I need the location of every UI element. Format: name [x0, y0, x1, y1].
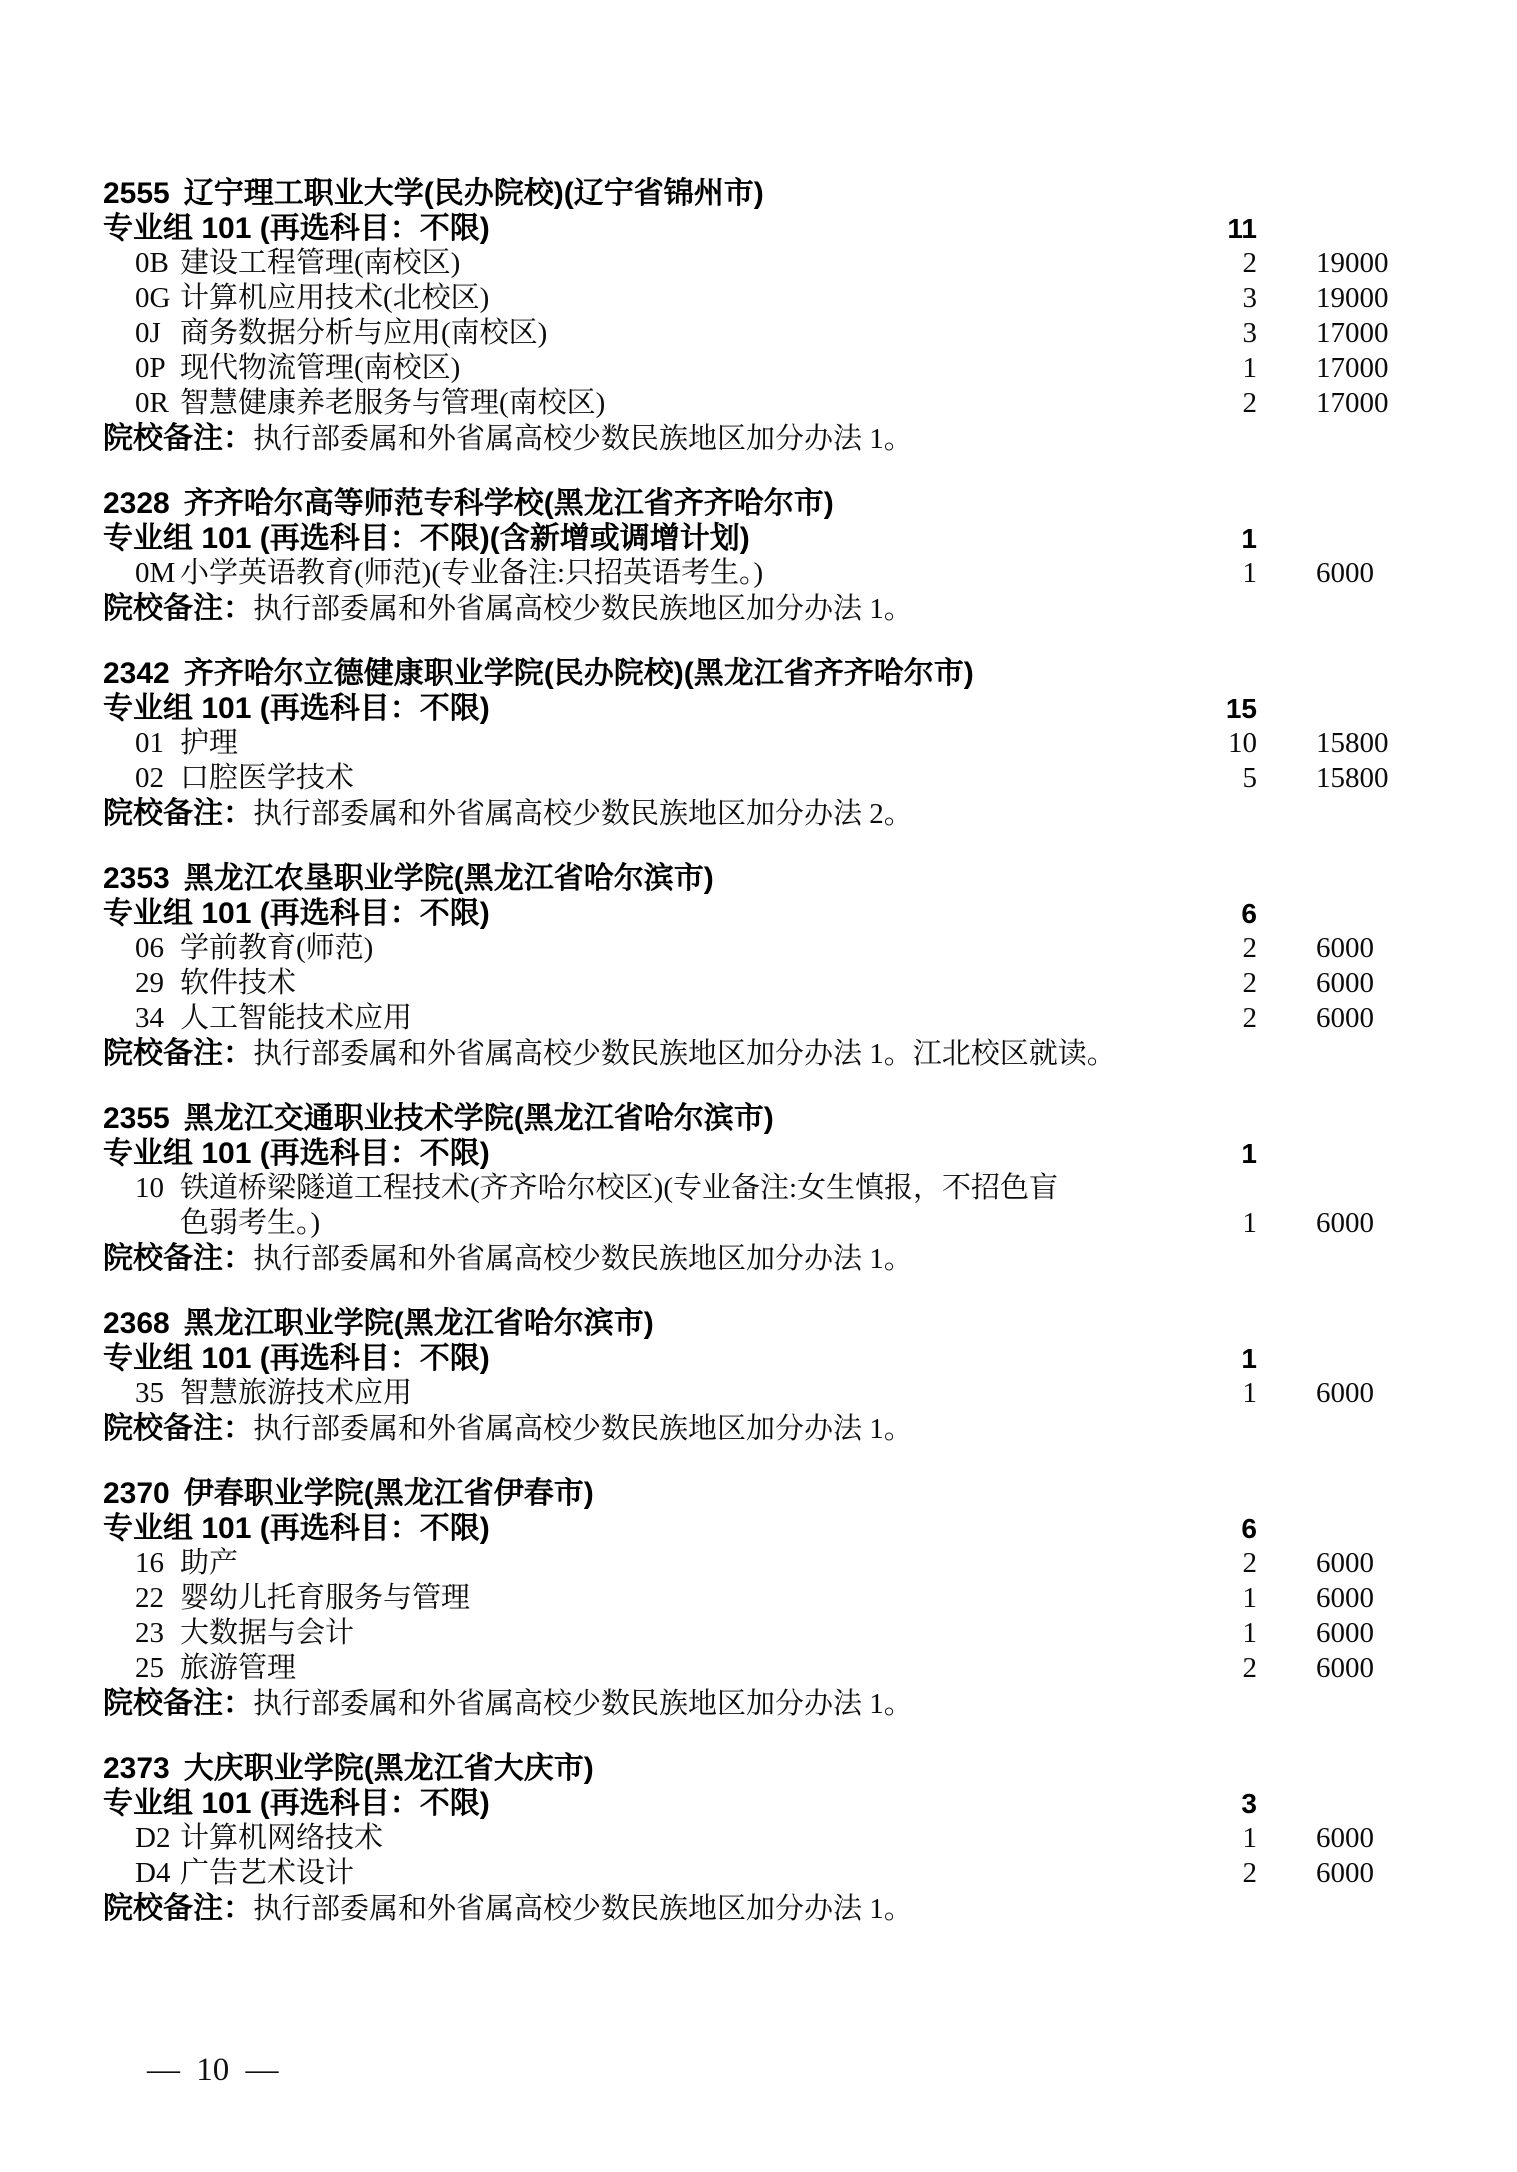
major-count-empty	[1097, 1171, 1257, 1206]
major-fee: 6000	[1316, 1822, 1374, 1854]
major-code: D2	[135, 1822, 171, 1854]
note-label: 院校备注：	[103, 797, 253, 830]
column-gap	[1257, 386, 1316, 421]
institution-code: 2342	[103, 657, 170, 690]
column-gap	[1257, 246, 1316, 281]
column-gap	[1257, 1376, 1316, 1411]
major-name: 色弱考生。)	[180, 1207, 321, 1239]
institution-section-2355	[103, 1101, 1406, 1276]
major-code: 35	[135, 1377, 164, 1409]
major-fee: 15800	[1316, 762, 1389, 794]
column-gap	[1257, 211, 1316, 246]
column-gap	[1257, 896, 1316, 931]
major-count: 3	[1242, 282, 1257, 314]
institution-name: 黑龙江农垦职业学院(黑龙江省哈尔滨市)	[183, 862, 714, 895]
group-fee-empty	[1316, 1786, 1406, 1821]
institution-name: 大庆职业学院(黑龙江省大庆市)	[183, 1752, 594, 1785]
major-name: 铁道桥梁隧道工程技术(齐齐哈尔校区)(专业备注:女生慎报，不招色盲	[180, 1172, 1059, 1204]
major-fee: 6000	[1316, 967, 1374, 999]
note-row	[103, 1686, 1406, 1721]
major-fee: 6000	[1316, 1002, 1374, 1034]
column-gap	[1257, 691, 1316, 726]
major-count: 10	[1228, 727, 1257, 759]
note-row	[103, 1411, 1406, 1446]
note-label: 院校备注：	[103, 1412, 253, 1445]
major-row	[103, 726, 1406, 761]
major-name: 计算机网络技术	[180, 1822, 384, 1854]
institution-code: 2370	[103, 1477, 170, 1510]
group-row	[103, 1511, 1406, 1546]
column-gap	[1257, 761, 1316, 796]
note-row	[103, 1891, 1406, 1926]
major-text	[135, 1546, 1097, 1581]
major-code: 06	[135, 932, 164, 964]
group-row	[103, 691, 1406, 726]
column-gap	[1257, 726, 1316, 761]
major-count: 1	[1242, 1617, 1257, 1649]
column-gap	[1257, 1616, 1316, 1651]
note-label: 院校备注：	[103, 1892, 253, 1925]
note-row	[103, 796, 1406, 831]
major-text	[135, 246, 1097, 281]
note-text: 执行部委属和外省属高校少数民族地区加分办法 2。	[253, 798, 913, 830]
major-row	[103, 1581, 1406, 1616]
institution-section-2373	[103, 1751, 1406, 1926]
major-count: 3	[1242, 317, 1257, 349]
group-fee-empty	[1316, 521, 1406, 556]
major-code: 10	[135, 1172, 164, 1204]
major-name: 旅游管理	[180, 1652, 297, 1684]
major-count: 2	[1242, 387, 1257, 419]
group-row	[103, 1786, 1406, 1821]
major-count: 1	[1242, 1207, 1257, 1239]
group-label: 专业组 101 (再选科目：不限)	[103, 1342, 490, 1375]
major-text	[135, 1616, 1097, 1651]
column-gap	[1257, 351, 1316, 386]
major-code: 0R	[135, 387, 169, 419]
major-name: 计算机应用技术(北校区)	[180, 282, 490, 314]
major-code: 0J	[135, 317, 161, 349]
major-row	[103, 931, 1406, 966]
institution-code: 2373	[103, 1752, 170, 1785]
major-text	[135, 1581, 1097, 1616]
note-text: 执行部委属和外省属高校少数民族地区加分办法 1。	[253, 1243, 913, 1275]
major-fee: 6000	[1316, 1617, 1374, 1649]
institution-code: 2353	[103, 862, 170, 895]
major-row	[103, 351, 1406, 386]
institution-code: 2368	[103, 1307, 170, 1340]
column-gap	[1257, 316, 1316, 351]
institution-title	[103, 1101, 1406, 1136]
major-count: 1	[1242, 557, 1257, 589]
major-count: 2	[1242, 967, 1257, 999]
group-fee-empty	[1316, 1136, 1406, 1171]
major-name: 护理	[180, 727, 239, 759]
group-count: 6	[1241, 898, 1257, 929]
major-fee: 17000	[1316, 317, 1389, 349]
major-fee: 17000	[1316, 387, 1389, 419]
major-code: 0G	[135, 282, 171, 314]
group-row	[103, 1341, 1406, 1376]
major-row-line2	[103, 1206, 1406, 1241]
note-row	[103, 591, 1406, 626]
note-row	[103, 1241, 1406, 1276]
major-fee: 6000	[1316, 1582, 1374, 1614]
group-row	[103, 1136, 1406, 1171]
major-text	[135, 1856, 1097, 1891]
group-row	[103, 211, 1406, 246]
column-gap	[1257, 966, 1316, 1001]
major-fee: 17000	[1316, 352, 1389, 384]
group-count: 1	[1241, 523, 1257, 554]
major-name: 智慧健康养老服务与管理(南校区)	[180, 387, 606, 419]
major-count: 1	[1242, 1822, 1257, 1854]
group-label: 专业组 101 (再选科目：不限)	[103, 212, 490, 245]
group-label: 专业组 101 (再选科目：不限)	[103, 1512, 490, 1545]
institution-title	[103, 486, 1406, 521]
column-gap	[1257, 1821, 1316, 1856]
institution-name: 黑龙江交通职业技术学院(黑龙江省哈尔滨市)	[183, 1102, 774, 1135]
major-name: 商务数据分析与应用(南校区)	[180, 317, 548, 349]
major-text	[135, 386, 1097, 421]
major-code: 0M	[135, 557, 176, 589]
institution-section-2353	[103, 861, 1406, 1071]
institution-name: 齐齐哈尔立德健康职业学院(民办院校)(黑龙江省齐齐哈尔市)	[183, 657, 974, 690]
column-gap	[1257, 521, 1316, 556]
institution-section-2555	[103, 176, 1406, 456]
note-text: 执行部委属和外省属高校少数民族地区加分办法 1。	[253, 1893, 913, 1925]
major-fee: 6000	[1316, 1207, 1374, 1239]
major-code: 23	[135, 1617, 164, 1649]
major-row	[103, 386, 1406, 421]
major-count: 5	[1242, 762, 1257, 794]
group-fee-empty	[1316, 691, 1406, 726]
column-gap	[1257, 556, 1316, 591]
column-gap	[1257, 1786, 1316, 1821]
institution-section-2342	[103, 656, 1406, 831]
major-code: 29	[135, 967, 164, 999]
major-code: 22	[135, 1582, 164, 1614]
group-fee-empty	[1316, 211, 1406, 246]
major-fee: 15800	[1316, 727, 1389, 759]
group-count: 1	[1241, 1343, 1257, 1374]
major-code: 0B	[135, 247, 169, 279]
note-row	[103, 1036, 1406, 1071]
institution-title	[103, 1476, 1406, 1511]
major-name: 学前教育(师范)	[180, 932, 374, 964]
major-text	[135, 1206, 1097, 1241]
institution-code: 2355	[103, 1102, 170, 1135]
group-row	[103, 896, 1406, 931]
note-row	[103, 421, 1406, 456]
major-text	[135, 1376, 1097, 1411]
major-fee: 6000	[1316, 1857, 1374, 1889]
major-row	[103, 1546, 1406, 1581]
major-row	[103, 281, 1406, 316]
column-gap	[1257, 281, 1316, 316]
column-gap	[1257, 1171, 1316, 1206]
major-count: 2	[1242, 932, 1257, 964]
note-text: 执行部委属和外省属高校少数民族地区加分办法 1。江北校区就读。	[253, 1038, 1116, 1070]
major-count: 2	[1242, 1857, 1257, 1889]
column-gap	[1257, 1341, 1316, 1376]
institution-name: 伊春职业学院(黑龙江省伊春市)	[183, 1477, 594, 1510]
major-text	[135, 931, 1097, 966]
major-row	[103, 966, 1406, 1001]
column-gap	[1257, 1136, 1316, 1171]
institution-code: 2328	[103, 487, 170, 520]
major-name: 婴幼儿托育服务与管理	[180, 1582, 471, 1614]
major-row	[103, 316, 1406, 351]
page-number: — 10 —	[147, 2052, 279, 2088]
note-label: 院校备注：	[103, 592, 253, 625]
major-text	[135, 281, 1097, 316]
major-fee: 6000	[1316, 557, 1374, 589]
major-count: 1	[1242, 352, 1257, 384]
institution-title	[103, 176, 1406, 211]
major-text	[135, 351, 1097, 386]
major-name: 小学英语教育(师范)(专业备注:只招英语考生。)	[180, 557, 764, 589]
major-count: 1	[1242, 1582, 1257, 1614]
major-text	[135, 726, 1097, 761]
institution-title	[103, 1306, 1406, 1341]
group-label: 专业组 101 (再选科目：不限)	[103, 1137, 490, 1170]
group-fee-empty	[1316, 1511, 1406, 1546]
major-name: 人工智能技术应用	[180, 1002, 413, 1034]
major-row	[103, 761, 1406, 796]
institution-name: 黑龙江职业学院(黑龙江省哈尔滨市)	[183, 1307, 654, 1340]
major-fee: 19000	[1316, 282, 1389, 314]
major-row	[103, 246, 1406, 281]
major-code: 02	[135, 762, 164, 794]
major-text	[135, 1171, 1097, 1206]
major-text	[135, 966, 1097, 1001]
major-text	[135, 1001, 1097, 1036]
column-gap	[1257, 931, 1316, 966]
major-row	[103, 1651, 1406, 1686]
major-name: 现代物流管理(南校区)	[180, 352, 461, 384]
major-name: 助产	[180, 1547, 239, 1579]
column-gap	[1257, 1581, 1316, 1616]
institution-title	[103, 656, 1406, 691]
major-name: 软件技术	[180, 967, 297, 999]
note-label: 院校备注：	[103, 1037, 253, 1070]
major-fee: 6000	[1316, 932, 1374, 964]
major-fee-empty	[1316, 1171, 1406, 1206]
column-gap	[1257, 1001, 1316, 1036]
column-gap	[1257, 1206, 1316, 1241]
group-count: 11	[1227, 213, 1257, 244]
group-count: 1	[1241, 1138, 1257, 1169]
major-name: 广告艺术设计	[180, 1857, 355, 1889]
major-name: 建设工程管理(南校区)	[180, 247, 461, 279]
note-text: 执行部委属和外省属高校少数民族地区加分办法 1。	[253, 1413, 913, 1445]
column-gap	[1257, 1546, 1316, 1581]
note-text: 执行部委属和外省属高校少数民族地区加分办法 1。	[253, 593, 913, 625]
major-name: 口腔医学技术	[180, 762, 355, 794]
major-count: 2	[1242, 1547, 1257, 1579]
major-name: 大数据与会计	[180, 1617, 355, 1649]
major-name: 智慧旅游技术应用	[180, 1377, 413, 1409]
group-row	[103, 521, 1406, 556]
institution-title	[103, 1751, 1406, 1786]
note-label: 院校备注：	[103, 1242, 253, 1275]
major-count: 1	[1242, 1377, 1257, 1409]
major-code: 25	[135, 1652, 164, 1684]
institution-section-2368	[103, 1306, 1406, 1446]
institution-section-2328	[103, 486, 1406, 626]
page-content	[103, 176, 1406, 1926]
major-text	[135, 761, 1097, 796]
major-row	[103, 1376, 1406, 1411]
group-label: 专业组 101 (再选科目：不限)	[103, 1787, 490, 1820]
major-fee: 6000	[1316, 1547, 1374, 1579]
major-code: 01	[135, 727, 164, 759]
major-count: 2	[1242, 1652, 1257, 1684]
major-count: 2	[1242, 1002, 1257, 1034]
major-text	[135, 556, 1097, 591]
institution-name: 辽宁理工职业大学(民办院校)(辽宁省锦州市)	[183, 177, 764, 210]
major-text	[135, 1821, 1097, 1856]
note-text: 执行部委属和外省属高校少数民族地区加分办法 1。	[253, 1688, 913, 1720]
major-row	[103, 556, 1406, 591]
major-fee: 6000	[1316, 1652, 1374, 1684]
group-label: 专业组 101 (再选科目：不限)(含新增或调增计划)	[103, 522, 750, 555]
major-code: 0P	[135, 352, 166, 384]
institution-name: 齐齐哈尔高等师范专科学校(黑龙江省齐齐哈尔市)	[183, 487, 834, 520]
column-gap	[1257, 1511, 1316, 1546]
group-count: 6	[1241, 1513, 1257, 1544]
group-count: 3	[1241, 1788, 1257, 1819]
institution-section-2370	[103, 1476, 1406, 1721]
note-label: 院校备注：	[103, 422, 253, 455]
group-fee-empty	[1316, 896, 1406, 931]
column-gap	[1257, 1651, 1316, 1686]
institution-code: 2555	[103, 177, 170, 210]
group-label: 专业组 101 (再选科目：不限)	[103, 897, 490, 930]
major-fee: 19000	[1316, 247, 1389, 279]
major-code: 16	[135, 1547, 164, 1579]
major-code: D4	[135, 1857, 171, 1889]
major-row	[103, 1001, 1406, 1036]
group-label: 专业组 101 (再选科目：不限)	[103, 692, 490, 725]
group-fee-empty	[1316, 1341, 1406, 1376]
major-row	[103, 1616, 1406, 1651]
note-text: 执行部委属和外省属高校少数民族地区加分办法 1。	[253, 423, 913, 455]
major-code: 34	[135, 1002, 164, 1034]
major-fee: 6000	[1316, 1377, 1374, 1409]
major-text	[135, 1651, 1097, 1686]
major-row	[103, 1856, 1406, 1891]
major-row-line1	[103, 1171, 1406, 1206]
column-gap	[1257, 1856, 1316, 1891]
major-row	[103, 1821, 1406, 1856]
major-text	[135, 316, 1097, 351]
major-count: 2	[1242, 247, 1257, 279]
institution-title	[103, 861, 1406, 896]
note-label: 院校备注：	[103, 1687, 253, 1720]
group-count: 15	[1225, 693, 1257, 724]
